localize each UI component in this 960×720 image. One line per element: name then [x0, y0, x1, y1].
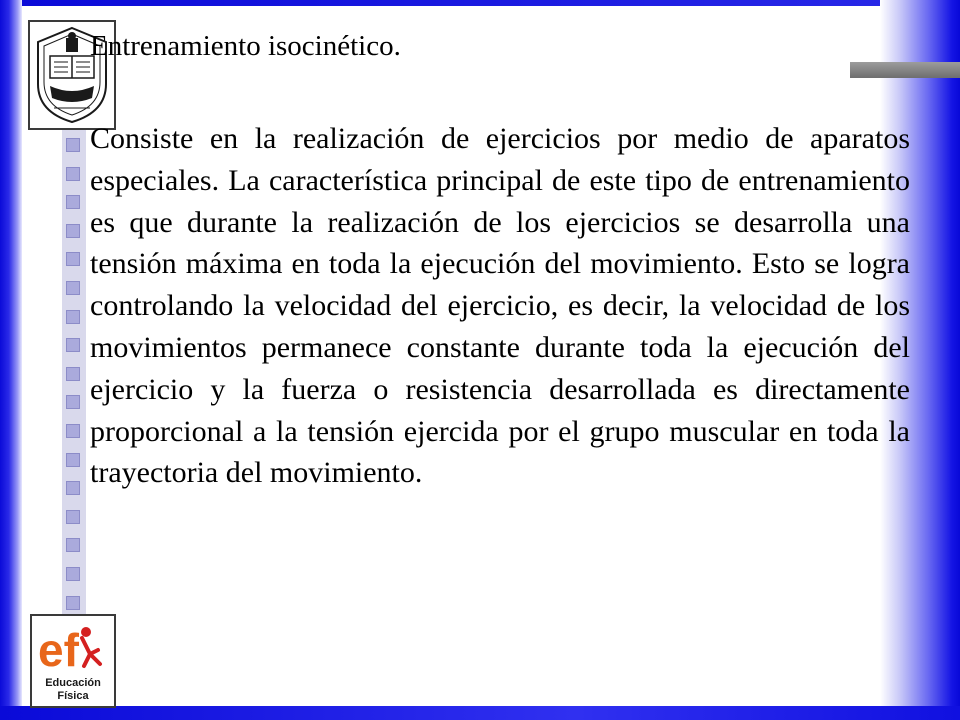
frame-bottom-border [0, 706, 960, 720]
educacion-fisica-logo [30, 614, 116, 708]
svg-text:Educación: Educación [45, 677, 101, 689]
decorative-square [66, 481, 80, 495]
educacion-fisica-logo-icon [32, 616, 114, 706]
svg-text:Física: Física [57, 690, 89, 702]
decorative-square [66, 224, 80, 238]
slide-title: Entrenamiento isocinético. [90, 30, 401, 62]
decorative-square [66, 252, 80, 266]
decorative-square [66, 338, 80, 352]
decorative-square [66, 567, 80, 581]
decorative-square [66, 367, 80, 381]
svg-text:ef: ef [38, 624, 79, 676]
decorative-square [66, 596, 80, 610]
decorative-square [66, 281, 80, 295]
decorative-square [66, 310, 80, 324]
slide-body-text: Consiste en la realización de ejercicios por medio de aparatos especiales. La característica principal de este tipo de entrenamiento es que durante la realización de los ejercicios se desarrolla una tensión máxima en toda la ejecución del movimiento. Esto se logra controlando la velocidad del ejercicio, es decir, la velocidad de los movimientos permanece constante durante toda la ejecución del ejercicio y la fuerza o resistencia desarrollada es directamente proporcional a la tensión ejercida por el grupo muscular en toda la trayectoria del movimiento. [90, 122, 910, 490]
decorative-square [66, 424, 80, 438]
decorative-square [66, 138, 80, 152]
decorative-square [66, 395, 80, 409]
decorative-square [66, 538, 80, 552]
decorative-square [66, 510, 80, 524]
decorative-bar [850, 62, 960, 78]
decorative-square [66, 167, 80, 181]
decorative-square [66, 453, 80, 467]
frame-left-border [0, 0, 22, 720]
frame-top-border [0, 0, 960, 6]
decorative-square [66, 195, 80, 209]
